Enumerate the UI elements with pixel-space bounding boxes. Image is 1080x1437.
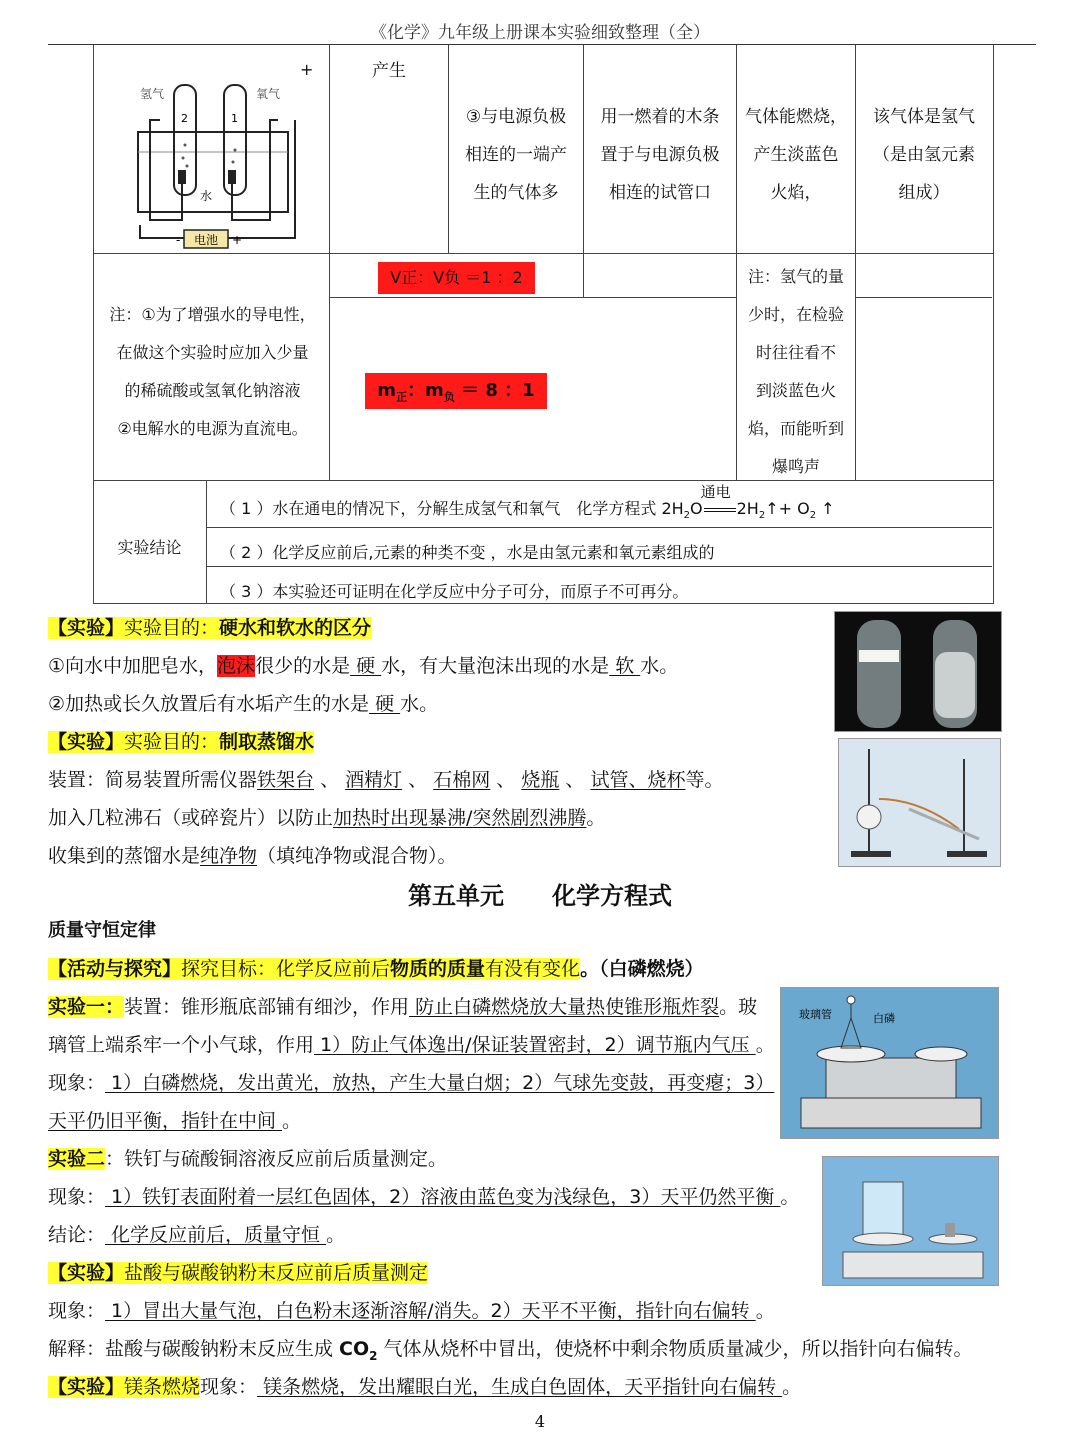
- activity-line: 【活动与探究】探究目标：化学反应前后物质的质量有没有变化。（白磷燃烧）: [48, 958, 704, 980]
- battery-plus: +: [232, 233, 243, 247]
- electrolysis-diagram: [120, 70, 320, 252]
- exp1-line-2: 璃管上端系牢一个小气球，作用 1）防止气体逸出/保证装置密封，2）调节瓶内气压 。: [48, 1034, 775, 1056]
- exp4-line: 【实验】镁条燃烧现象： 镁条燃烧，发出耀眼白光，生成白色固体，天平指针向右偏转 。: [48, 1376, 802, 1398]
- exp1-line-1: 实验一：装置：锥形瓶底部铺有细沙，作用 防止白磷燃烧放大量热使锥形瓶炸裂。玻: [48, 996, 758, 1018]
- electrolysis-note: 注：①为了增强水的导电性， 在做这个实验时应加入少量 的稀硫酸或氢氧化钠溶液 ②电解水的电源为直流电。: [109, 305, 316, 438]
- col-divider: [329, 253, 330, 480]
- hydrogen-label: 氢气: [140, 87, 165, 101]
- conclusion-line-1: （ 1 ）水在通电的情况下，分解生成氢气和氧气 化学方程式 $2H_2O$ 通电 $2H_2↑+ O_2$ ↑: [220, 483, 835, 522]
- tube-left-number: 2: [181, 112, 188, 125]
- col6-text: 该气体是氢气 （是由氢元素 组成）: [873, 107, 975, 203]
- col-divider: [583, 253, 584, 297]
- document-header: 《化学》九年级上册课本实验细致整理（全）: [370, 23, 710, 43]
- exp2-line-1: 实验二：铁钉与硫酸铜溶液反应前后质量测定。: [48, 1148, 448, 1170]
- col4-text: 用一燃着的木条 置于与电源负极 相连的试管口: [600, 107, 720, 203]
- exp3-heading: 【实验】盐酸与碳酸钠粉末反应前后质量测定: [48, 1262, 429, 1284]
- plus-sign: +: [300, 60, 314, 79]
- exp3-line-3: 解释：盐酸与碳酸钠粉末反应生成 $CO_2$ 气体从烧杯中冒出，使烧杯中剩余物质质量减少，所以指针向右偏转。: [48, 1338, 973, 1363]
- row-divider: [855, 297, 992, 298]
- iron-nail-balance-photo: [822, 1156, 999, 1286]
- battery-label: 电池: [193, 233, 219, 247]
- tube-right-number: 1: [231, 112, 238, 125]
- distill-line-1: 装置：简易装置所需仪器铁架台 、 酒精灯 、 石棉网 、 烧瓶 、 试管、烧杯等。: [48, 769, 724, 791]
- test-tube-photo: [834, 611, 1002, 732]
- hardwater-line-1: ①向水中加肥皂水，泡沫很少的水是 硬 水，有大量泡沫出现的水是 软 水。: [48, 655, 679, 677]
- row-divider: [206, 566, 992, 567]
- distill-line-2: 加入几粒沸石（或碎瓷片）以防止加热时出现暴沸/突然剧烈沸腾。: [48, 807, 606, 829]
- white-phosphorus-balance-figure: [780, 987, 999, 1139]
- glass-tube-label: 玻璃管: [799, 1008, 832, 1021]
- produce-label: 产生: [372, 61, 406, 81]
- conclusion-line-3: （ 3 ）本实验还可证明在化学反应中分子可分，而原子不可再分。: [220, 582, 689, 601]
- page-number: 4: [534, 1412, 546, 1431]
- col3-text: ③与电源负极 相连的一端产 生的气体多: [465, 107, 567, 203]
- exp1-line-4: 天平仍旧平衡，指针在中间 。: [48, 1110, 302, 1132]
- row-divider: [329, 297, 736, 298]
- exp1-line-3: 现象： 1）白磷燃烧，发出黄光，放热，产生大量白烟；2）气球先变鼓，再变瘪；3）: [48, 1072, 775, 1094]
- volume-ratio: V正：V负 ＝1 ：2: [378, 262, 535, 294]
- water-label: 水: [199, 189, 213, 203]
- exp2-line-3: 结论： 化学反应前后，质量守恒 。: [48, 1224, 346, 1246]
- battery-minus: -: [176, 233, 181, 247]
- exp2-line-2: 现象： 1）铁钉表面附着一层红色固体，2）溶液由蓝色变为浅绿色，3）天平仍然平衡 。: [48, 1186, 800, 1208]
- col-divider: [855, 253, 856, 480]
- col5-text: 气体能燃烧， 产生淡蓝色 火焰，: [745, 107, 847, 203]
- oxygen-label: 氧气: [256, 87, 281, 101]
- mass-conservation-heading: 质量守恒定律: [48, 920, 156, 941]
- unit-title: 第五单元 化学方程式: [408, 882, 672, 910]
- conclusion-label: 实验结论: [117, 538, 182, 557]
- hardwater-line-2: ②加热或长久放置后有水垢产生的水是 硬 水。: [48, 693, 439, 715]
- distill-line-3: 收集到的蒸馏水是纯净物（填纯净物或混合物）。: [48, 845, 457, 867]
- conclusion-line-2: （ 2 ）化学反应前后,元素的种类不变 ，水是由氢元素和氧元素组成的: [220, 543, 715, 562]
- distillation-photo: [838, 738, 1001, 867]
- mass-ratio: $m_正$：$m_负 = 8$ ：1: [365, 373, 547, 409]
- exp3-line-2: 现象： 1）冒出大量气泡，白色粉末逐渐溶解/消失。2）天平不平衡，指针向右偏转 。: [48, 1300, 775, 1322]
- white-phosphorus-label: 白磷: [873, 1012, 895, 1025]
- hydrogen-test-note: 注：氢气的量 少时，在检验 时往往看不 到淡蓝色火 焰，而能听到 爆鸣声: [747, 267, 844, 476]
- col-divider: [206, 480, 207, 603]
- reaction-condition: 通电: [700, 483, 731, 501]
- distill-heading: 【实验】实验目的：制取蒸馏水: [48, 731, 315, 753]
- row-divider: [206, 527, 992, 528]
- hardwater-heading: 【实验】实验目的：硬水和软水的区分: [48, 617, 372, 639]
